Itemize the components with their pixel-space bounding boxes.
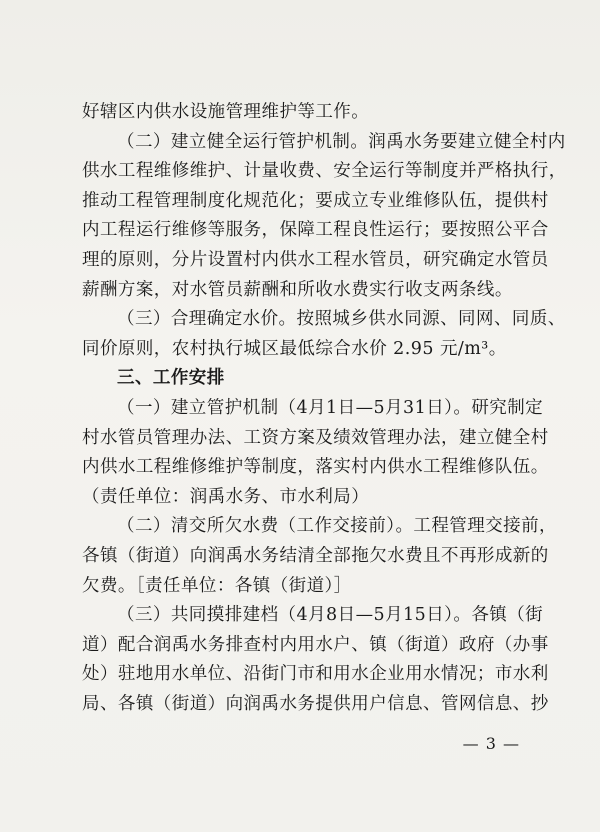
text-line: （三）合理确定水价。按照城乡供水同源、同网、同质、 [117,309,566,330]
text-line: 各镇（街道）向润禹水务结清全部拖欠水费且不再形成新的 [82,545,549,566]
text-line: 欠费。［责任单位：各镇（街道）］ [82,575,352,596]
text-line: 理的原则，分片设置村内供水工程水管员，研究确定水管员 [82,249,549,270]
text-line: 推动工程管理制度化规范化；要成立专业维修队伍，提供村 [82,190,549,211]
text-line: 道）配合润禹水务排查村内用水户、镇（街道）政府（办事 [82,634,549,655]
text-line: （一）建立管护机制（4月1日—5月31日）。研究制定 [117,397,544,418]
text-line: （二）清交所欠水费（工作交接前）。工程管理交接前， [117,516,557,537]
page-number: — 3 — [462,734,520,753]
text-line: （三）共同摸排建档（4月8日—5月15日）。各镇（街 [117,605,544,626]
text-line: 内供水工程维修维护等制度，落实村内供水工程维修队伍。 [82,457,549,478]
text-line: 村水管员管理办法、工资方案及绩效管理办法，建立健全村 [82,427,549,448]
section-heading: 三、工作安排 [117,368,225,389]
text-line: 薪酬方案，对水管员薪酬和所收水费实行收支两条线。 [82,279,513,300]
text-line: （二）建立健全运行管护机制。润禹水务要建立健全村内 [117,131,566,152]
text-line: 同价原则，农村执行城区最低综合水价 2.95 元/m³。 [82,338,507,359]
text-line: 局、各镇（街道）向润禹水务提供用户信息、管网信息、抄 [82,693,549,714]
text-line: 处）驻地用水单位、沿街门市和用水企业用水情况；市水利 [82,664,549,685]
text-line: （责任单位：润禹水务、市水利局） [82,486,370,507]
text-line: 供水工程维修维护、计量收费、安全运行等制度并严格执行， [82,161,567,182]
text-line: 好辖区内供水设施管理维护等工作。 [82,102,370,122]
document-body [82,98,567,719]
text-line: 内工程运行维修等服务，保障工程良性运行；要按照公平合 [82,220,549,241]
